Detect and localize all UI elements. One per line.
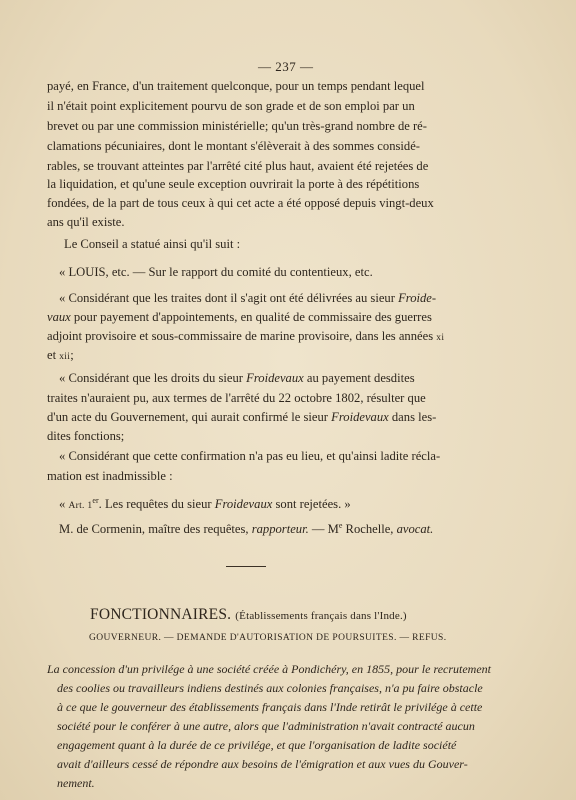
text-span: et xyxy=(47,348,60,362)
text-span: . Les requêtes du sieur xyxy=(98,497,215,512)
text-span: « Considérant que les droits du sieur xyxy=(59,371,247,385)
text-span: er xyxy=(92,496,99,505)
text-line xyxy=(59,497,351,512)
text-span: Froidevaux xyxy=(331,410,389,424)
text-line: « Considérant que cette confirmation n'a pas eu lieu, et qu'ainsi ladite récla- xyxy=(59,449,441,463)
summary-line: nement. xyxy=(57,776,95,790)
text-span: rapporteur. xyxy=(251,522,309,537)
summary-line: société pour le conférer à une autre, alors que l'administration n'avait contracté aucun xyxy=(57,719,475,733)
text-span: pour payement d'appointements, en qualité de commissaire des guerres xyxy=(70,310,432,324)
text-span: « Considérant que les traites dont il s'agit ont été délivrées au sieur xyxy=(59,291,395,305)
text-line xyxy=(47,349,74,363)
text-span: d'un acte du Gouvernement, qui aurait confirmé le sieur xyxy=(47,410,332,424)
text-span: xii xyxy=(59,352,71,362)
text-span: M. de Cormenin, maître des requêtes, xyxy=(59,522,252,537)
text-span: Froidevaux xyxy=(246,371,304,385)
text-span: — M xyxy=(308,522,339,537)
text-line: rables, se trouvant atteintes par l'arrêté cité plus haut, avaient été rejetées de xyxy=(47,159,429,173)
text-span: vaux xyxy=(47,310,71,324)
summary-line: La concession d'un privilége à une société créée à Pondichéry, en 1855, pour le recrutement xyxy=(47,662,491,676)
text-span: xi xyxy=(436,333,445,343)
text-line: clamations pécuniaires, dont le montant s'élèverait à des sommes considé- xyxy=(47,139,420,153)
text-span: avocat. xyxy=(396,522,434,537)
text-line: fondées, de la part de tous ceux à qui cet acte a été opposé depuis vingt-deux xyxy=(47,196,434,210)
heading-paren: (Établissements français dans l'Inde.) xyxy=(235,610,407,622)
text-span: sont rejetées. » xyxy=(272,497,351,512)
text-line: mation est inadmissible : xyxy=(47,469,173,483)
text-line xyxy=(47,311,432,324)
text-span: Froide- xyxy=(398,291,437,305)
section-heading xyxy=(90,606,407,624)
text-span: adjoint provisoire et sous-commissaire de marine provisoire, dans les années xyxy=(47,329,437,343)
text-span: « xyxy=(59,497,69,512)
heading-main: FONCTIONNAIRES. xyxy=(90,606,232,623)
text-line: ans qu'il existe. xyxy=(47,215,125,229)
text-span: Froidevaux xyxy=(214,497,273,512)
summary-line: engagement quant à la durée de ce privilége, et que l'organisation de ladite société xyxy=(57,738,457,752)
text-line: Le Conseil a statué ainsi qu'il suit : xyxy=(64,237,241,251)
text-line: brevet ou par une commission ministérielle; qu'un très-grand nombre de ré- xyxy=(47,119,427,133)
text-line: payé, en France, d'un traitement quelconque, pour un temps pendant lequel xyxy=(47,79,425,93)
text-span: dans les- xyxy=(388,410,437,424)
text-span: au payement desdites xyxy=(303,371,415,385)
summary-line: à ce que le gouverneur des établissements français dans l'Inde retirât le privilége à cette xyxy=(57,700,483,714)
summary-line: des coolies ou travailleurs indiens destinés aux colonies françaises, n'a pu faire obstacle xyxy=(57,681,483,695)
text-line xyxy=(59,292,436,305)
section-divider xyxy=(226,566,266,567)
text-line xyxy=(59,522,433,536)
page-number: — 237 — xyxy=(258,59,314,74)
text-line xyxy=(47,411,436,424)
summary-line: avait d'ailleurs cessé de répondre aux besoins de l'émigration et aux vues du Gouver- xyxy=(57,757,468,771)
text-line: il n'était point explicitement pourvu de son grade et de son emploi par un xyxy=(47,99,415,113)
text-line: dites fonctions; xyxy=(47,429,125,443)
text-span: Art. 1 xyxy=(68,501,93,512)
text-span: Rochelle, xyxy=(342,522,397,537)
text-line xyxy=(59,372,415,385)
section-subheading: GOUVERNEUR. — DEMANDE D'AUTORISATION DE POURSUITES. — REFUS. xyxy=(89,633,447,643)
text-line: la liquidation, et qu'une seule exception ouvrirait la porte à des répétitions xyxy=(47,177,420,191)
text-line xyxy=(47,330,444,344)
text-line: « LOUIS, etc. — Sur le rapport du comité du contentieux, etc. xyxy=(59,265,373,279)
text-span: ; xyxy=(70,348,74,362)
text-line: traites n'auraient pu, aux termes de l'arrêté du 22 octobre 1802, résulter que xyxy=(47,391,426,405)
text-span: e xyxy=(338,521,343,530)
